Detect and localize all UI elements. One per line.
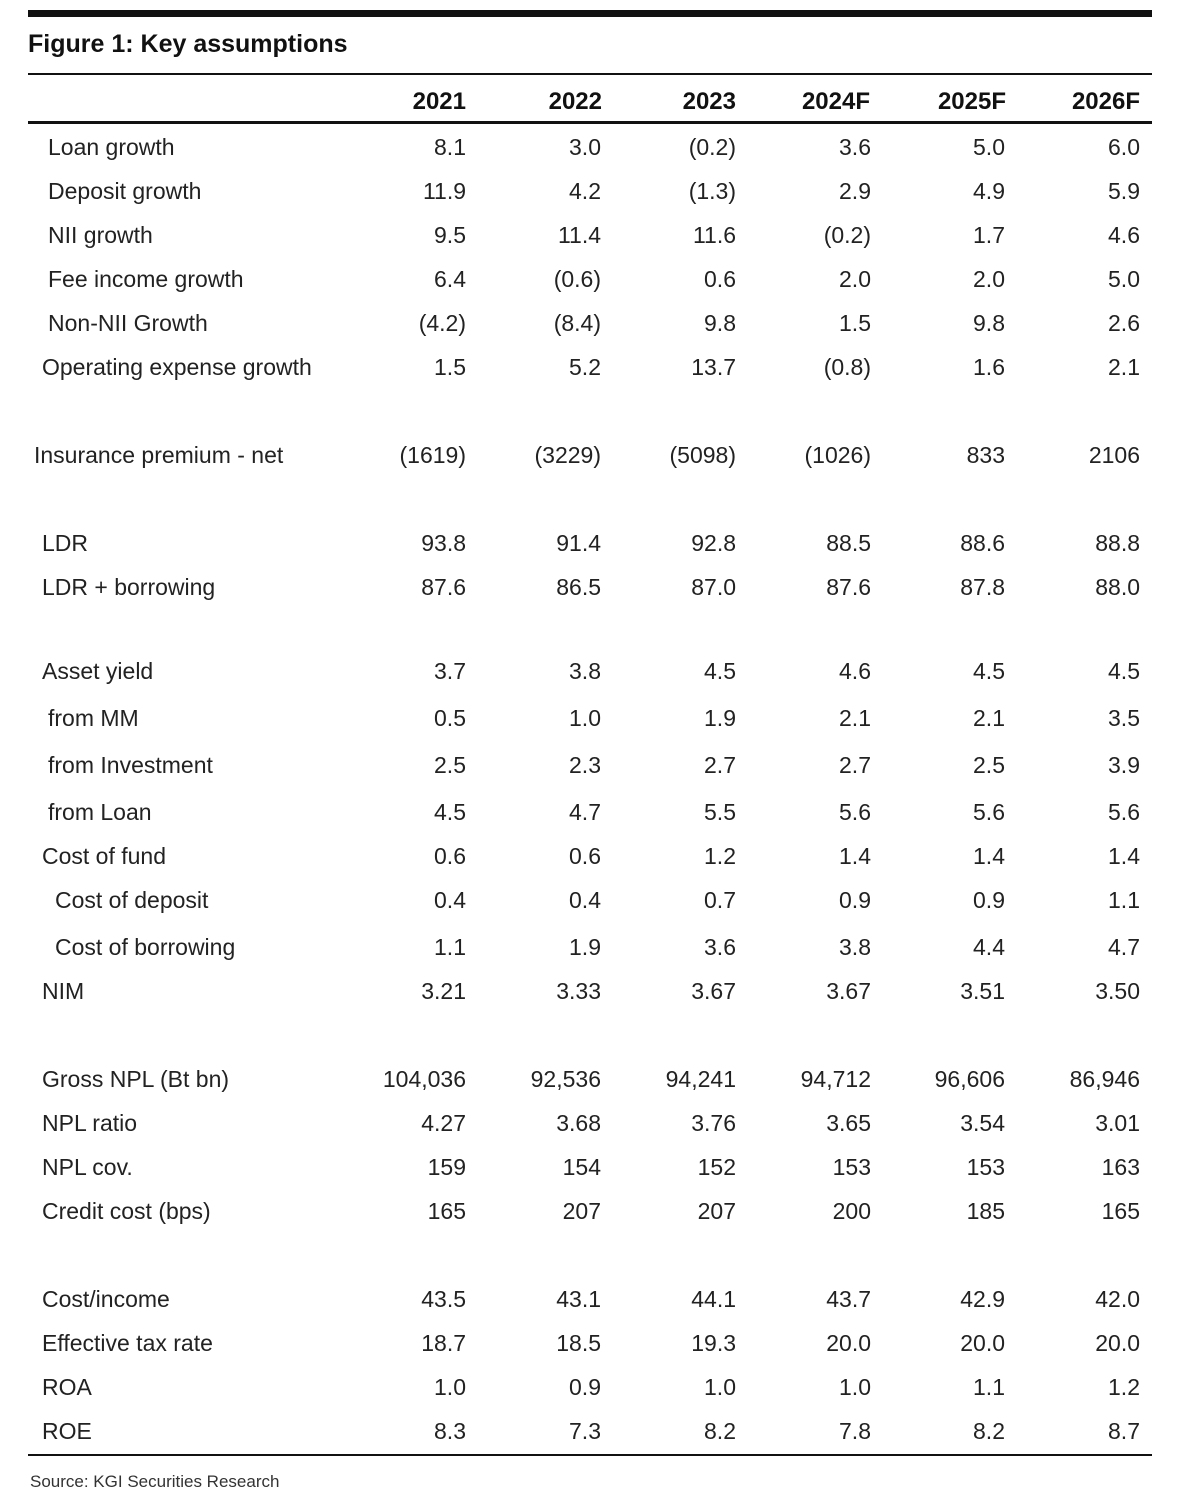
table-cell: 0.6 [569,843,601,869]
table-cell: 0.7 [704,887,736,913]
table-cell: 8.1 [434,134,466,160]
table-cell: 3.9 [1108,752,1140,778]
table-cell: 0.9 [839,887,871,913]
table-cell: 94,712 [800,1066,871,1092]
table-cell: 87.0 [691,574,736,600]
table-cell: 1.1 [1108,887,1140,913]
row-label: NIM [42,978,85,1004]
column-header-2021: 2021 [412,88,466,115]
row-label: from Investment [48,752,213,778]
table-cell: (0.2) [688,134,736,160]
table-cell: 18.7 [421,1330,466,1356]
table-cell: 94,241 [665,1066,736,1092]
column-header-2023: 2023 [682,88,736,115]
table-cell: 5.6 [1108,799,1140,825]
table-cell: 20.0 [1095,1330,1140,1356]
table-cell: 5.0 [973,134,1005,160]
table-cell: 3.6 [704,934,736,960]
table-cell: 5.5 [704,799,736,825]
table-cell: 87.8 [960,574,1005,600]
row-label: Cost/income [42,1286,170,1312]
table-cell: 87.6 [421,574,466,600]
row-label: Asset yield [42,658,154,684]
table-cell: 4.7 [569,799,601,825]
table-cell: 3.21 [421,978,466,1004]
table-cell: 9.5 [434,222,466,248]
table-cell: 20.0 [960,1330,1005,1356]
row-label: Cost of borrowing [55,934,236,960]
row-label: LDR + borrowing [42,574,216,600]
table-cell: 19.3 [691,1330,736,1356]
column-header-2024f: 2024F [801,88,870,115]
table-cell: 9.8 [704,310,736,336]
table-cell: 87.6 [826,574,871,600]
table-cell: 4.5 [704,658,736,684]
table-cell: 7.8 [839,1418,871,1444]
table-cell: 86.5 [556,574,601,600]
table-cell: 5.6 [839,799,871,825]
row-label: from MM [48,705,139,731]
table-cell: 1.0 [569,705,601,731]
table-cell: 1.4 [1108,843,1140,869]
table-cell: 0.5 [434,705,466,731]
table-cell: 88.0 [1095,574,1140,600]
table-cell: 1.2 [704,843,736,869]
table-cell: 9.8 [973,310,1005,336]
table-cell: 1.1 [973,1374,1005,1400]
table-cell: 7.3 [569,1418,601,1444]
table-cell: 92,536 [530,1066,601,1092]
table-cell: 2.0 [973,266,1005,292]
table-cell: 0.4 [434,887,466,913]
table-cell: 4.7 [1108,934,1140,960]
table-cell: 4.4 [973,934,1005,960]
row-label: Credit cost (bps) [42,1198,211,1224]
table-cell: 42.9 [960,1286,1005,1312]
table-cell: 3.6 [839,134,871,160]
table-cell: (1026) [804,442,871,468]
table-cell: 1.4 [973,843,1005,869]
table-cell: 96,606 [934,1066,1005,1092]
table-cell: 153 [966,1154,1005,1180]
table-cell: 2.7 [704,752,736,778]
table-cell: 88.8 [1095,530,1140,556]
table-cell: 88.5 [826,530,871,556]
table-cell: (0.8) [823,354,871,380]
row-label: ROE [42,1418,92,1444]
column-header-2022: 2022 [548,88,602,115]
table-cell: 8.2 [973,1418,1005,1444]
table-cell: 165 [427,1198,466,1224]
table-cell: 4.5 [1108,658,1140,684]
table-cell: (3229) [534,442,601,468]
table-cell: 1.5 [434,354,466,380]
table-cell: 43.7 [826,1286,871,1312]
table-cell: (1.3) [688,178,736,204]
table-cell: 4.9 [973,178,1005,204]
column-header-2026f: 2026F [1071,88,1140,115]
table-cell: 200 [832,1198,871,1224]
title-rule [28,73,1152,75]
row-label: Deposit growth [48,178,202,204]
table-cell: 4.27 [421,1110,466,1136]
table-cell: 13.7 [691,354,736,380]
table-cell: 104,036 [382,1066,466,1092]
row-label: Operating expense growth [42,354,312,380]
table-cell: 4.6 [839,658,871,684]
table-cell: 3.5 [1108,705,1140,731]
figure-title: Figure 1: Key assumptions [28,30,348,58]
table-cell: 93.8 [421,530,466,556]
table-cell: 1.1 [434,934,466,960]
table-cell: 20.0 [826,1330,871,1356]
table-cell: 1.9 [704,705,736,731]
table-cell: 6.0 [1108,134,1140,160]
table-cell: 163 [1101,1154,1140,1180]
table-cell: 8.7 [1108,1418,1140,1444]
table-cell: 165 [1101,1198,1140,1224]
row-label: NPL cov. [42,1154,133,1180]
row-label: Cost of fund [42,843,167,869]
row-label: Fee income growth [48,266,244,292]
table-cell: 2106 [1088,442,1140,468]
table-cell: 8.2 [704,1418,736,1444]
bottom-rule [28,1454,1152,1456]
table-cell: 42.0 [1095,1286,1140,1312]
table-cell: 3.0 [569,134,601,160]
table-cell: 1.6 [973,354,1005,380]
table-cell: (8.4) [553,310,601,336]
table-cell: 3.7 [434,658,466,684]
table-cell: (5098) [669,442,736,468]
table-cell: 11.6 [692,222,736,248]
table-cell: 4.6 [1108,222,1140,248]
table-cell: 153 [832,1154,871,1180]
table-cell: 4.2 [569,178,601,204]
table-cell: 18.5 [556,1330,601,1356]
table-cell: 4.5 [434,799,466,825]
table-cell: 88.6 [960,530,1005,556]
table-cell: 5.6 [973,799,1005,825]
top-rule [28,10,1152,17]
row-label: LDR [42,530,89,556]
table-cell: (4.2) [418,310,466,336]
row-label: Cost of deposit [55,887,209,913]
table-cell: 3.65 [826,1110,871,1136]
row-label: Non-NII Growth [48,310,208,336]
row-label: Insurance premium - net [34,442,284,468]
table-cell: 1.9 [569,934,601,960]
table-cell: 154 [562,1154,601,1180]
table-cell: 5.2 [569,354,601,380]
table-cell: 43.1 [556,1286,601,1312]
row-label: NPL ratio [42,1110,138,1136]
table-cell: 2.1 [1108,354,1140,380]
table-cell: 207 [562,1198,601,1224]
row-label: ROA [42,1374,92,1400]
table-cell: 2.3 [569,752,601,778]
table-cell: 0.6 [704,266,736,292]
table-cell: 159 [427,1154,466,1180]
table-cell: 207 [697,1198,736,1224]
table-cell: 2.0 [839,266,871,292]
row-label: Gross NPL (Bt bn) [42,1066,230,1092]
table-cell: 0.4 [569,887,601,913]
table-cell: 8.3 [434,1418,466,1444]
table-cell: 92.8 [691,530,736,556]
table-cell: 11.9 [422,178,466,204]
table-cell: 152 [697,1154,736,1180]
table-cell: 3.67 [691,978,736,1004]
table-cell: 0.6 [434,843,466,869]
table-cell: 0.9 [569,1374,601,1400]
table-cell: 185 [966,1198,1005,1224]
table-cell: 44.1 [691,1286,736,1312]
table-cell: 3.54 [960,1110,1005,1136]
source-note: Source: KGI Securities Research [30,1472,280,1491]
table-cell: 3.8 [839,934,871,960]
table-cell: 2.7 [839,752,871,778]
table-cell: 5.9 [1108,178,1140,204]
table-cell: 1.0 [704,1374,736,1400]
table-cell: (0.2) [823,222,871,248]
table-cell: 0.9 [973,887,1005,913]
table-cell: (0.6) [553,266,601,292]
table-cell: 2.9 [839,178,871,204]
table-cell: 2.6 [1108,310,1140,336]
row-label: NII growth [48,222,153,248]
table-cell: 11.4 [557,222,601,248]
table-cell: 3.01 [1095,1110,1140,1136]
table-cell: 2.5 [434,752,466,778]
row-label: Loan growth [48,134,175,160]
table-cell: 3.8 [569,658,601,684]
table-cell: 1.7 [973,222,1005,248]
table-cell: 2.1 [839,705,871,731]
table-cell: 2.5 [973,752,1005,778]
row-label: from Loan [48,799,152,825]
table-cell: 3.50 [1095,978,1140,1004]
table-cell: 3.33 [556,978,601,1004]
table-cell: 1.0 [839,1374,871,1400]
table-cell: 3.68 [556,1110,601,1136]
column-header-2025f: 2025F [937,88,1006,115]
header-rule [28,121,1152,124]
table-cell: 833 [966,442,1005,468]
table-cell: 1.2 [1108,1374,1140,1400]
table-cell: 5.0 [1108,266,1140,292]
table-cell: 91.4 [556,530,601,556]
table-cell: 43.5 [421,1286,466,1312]
table-cell: (1619) [399,442,466,468]
table-cell: 6.4 [434,266,466,292]
table-cell: 1.4 [839,843,871,869]
table-cell: 1.0 [434,1374,466,1400]
table-cell: 4.5 [973,658,1005,684]
row-label: Effective tax rate [42,1330,213,1356]
table-cell: 1.5 [839,310,871,336]
table-cell: 3.67 [826,978,871,1004]
table-cell: 3.51 [960,978,1005,1004]
table-cell: 3.76 [691,1110,736,1136]
table-cell: 2.1 [973,705,1005,731]
table-cell: 86,946 [1069,1066,1140,1092]
